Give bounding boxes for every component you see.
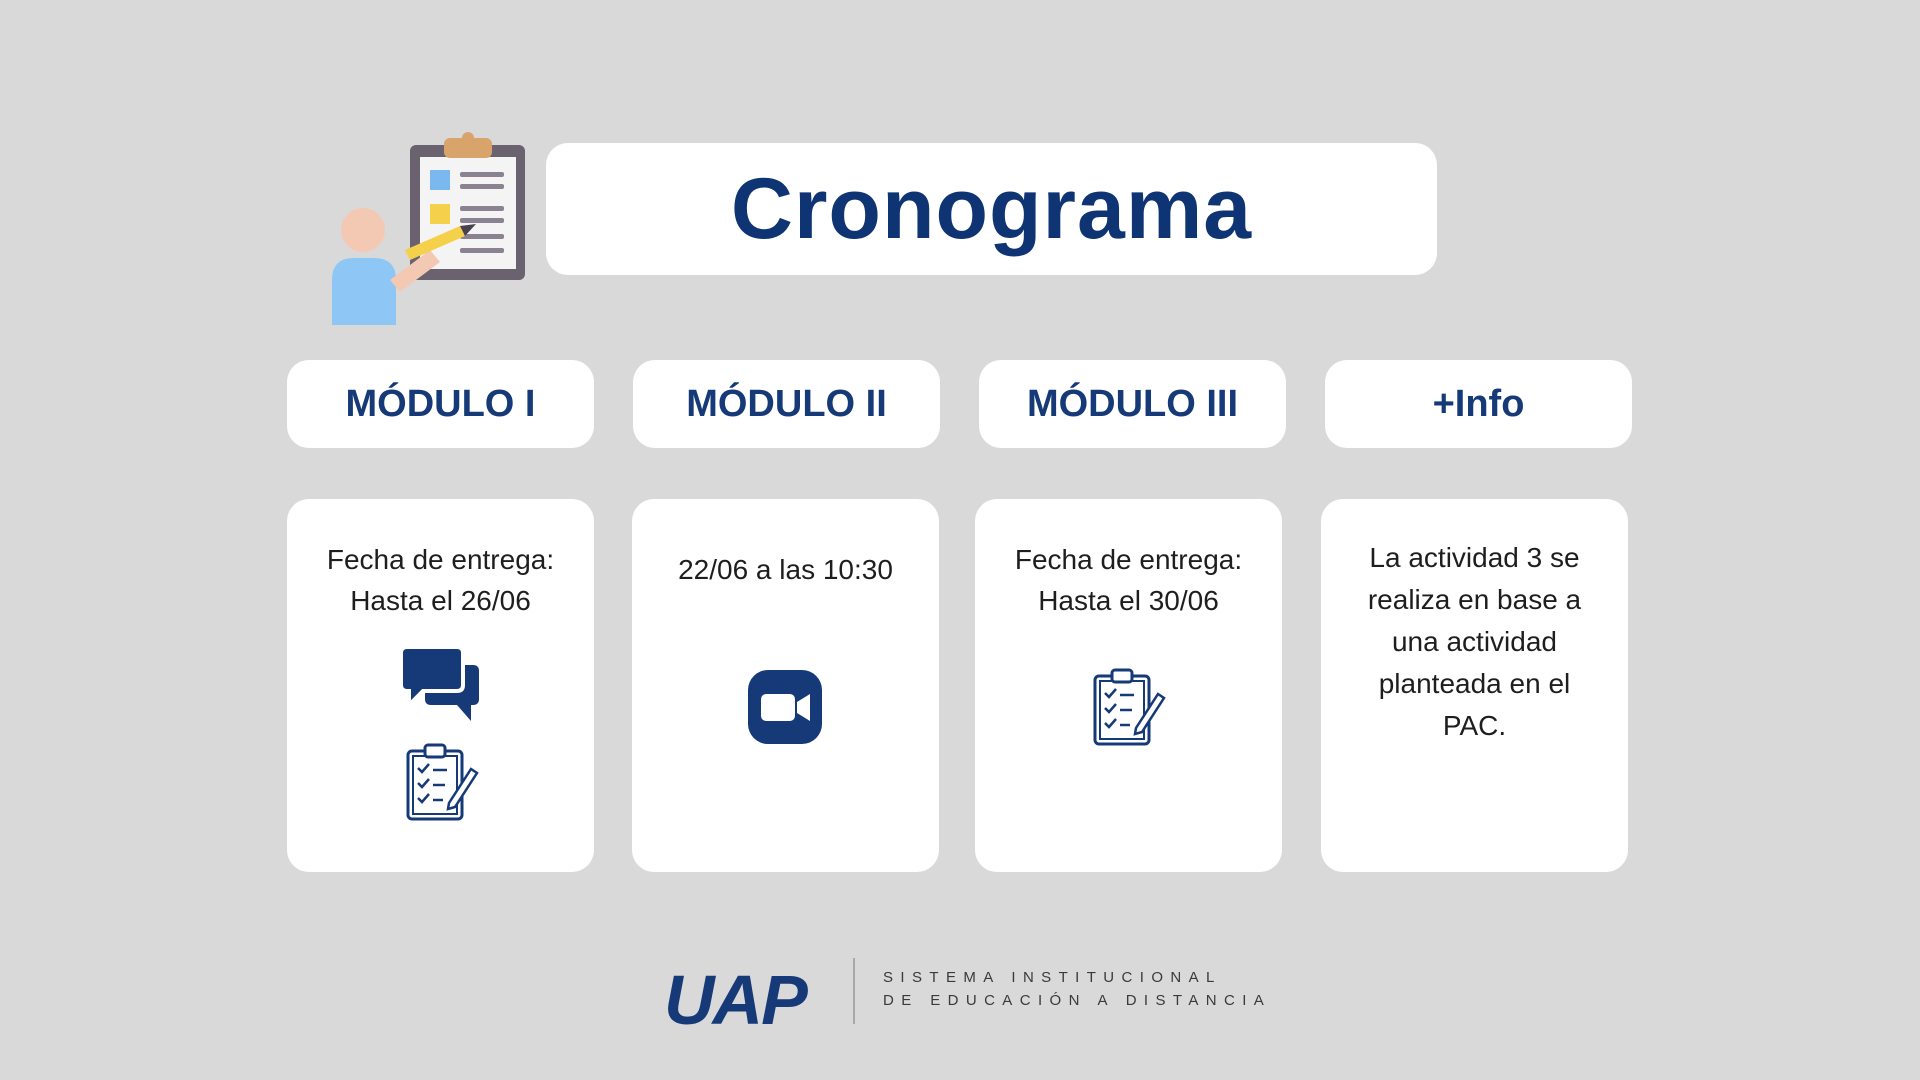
card-text-fecha: Fecha de entrega:: [1014, 544, 1243, 575]
video-camera-icon[interactable]: [748, 670, 822, 749]
card-text-fecha: Fecha de entrega:: [326, 544, 555, 575]
footer-subtitle-line-1: SISTEMA INSTITUCIONAL: [883, 969, 1222, 986]
clipboard-checklist-icon[interactable]: [405, 743, 479, 826]
card-text-fecha-sesion: 22/06 a las 10:30: [678, 554, 893, 585]
footer-divider: [853, 958, 855, 1024]
uap-logo: [664, 960, 806, 1040]
page-title: Cronograma: [730, 160, 1253, 257]
info-line-2: realiza en base a: [1367, 584, 1582, 615]
footer-subtitle-line-2: DE EDUCACIÓN A DISTANCIA: [883, 992, 1272, 1009]
card-modulo-1: [287, 499, 594, 872]
uap-logo-text: UAP: [664, 961, 806, 1039]
clipboard-checklist-icon[interactable]: [1092, 668, 1166, 751]
tab-modulo-1[interactable]: MÓDULO I: [287, 360, 594, 448]
info-line-1: La actividad 3 se: [1369, 542, 1580, 573]
info-line-3: una actividad: [1391, 626, 1557, 657]
card-info: [1321, 499, 1628, 872]
tab-modulo-3[interactable]: MÓDULO III: [979, 360, 1286, 448]
info-line-5: PAC.: [1442, 710, 1507, 741]
teacher-clipboard-illustration: [330, 130, 530, 325]
tab-info[interactable]: +Info: [1325, 360, 1632, 448]
title-banner: [546, 143, 1437, 275]
card-modulo-2: [632, 499, 939, 872]
tab-modulo-2[interactable]: MÓDULO II: [633, 360, 940, 448]
card-modulo-3: [975, 499, 1282, 872]
info-line-4: planteada en el: [1378, 668, 1571, 699]
card-text-hasta: Hasta el 30/06: [1038, 585, 1219, 616]
chat-icon[interactable]: [401, 645, 481, 728]
card-text-hasta: Hasta el 26/06: [350, 585, 531, 616]
